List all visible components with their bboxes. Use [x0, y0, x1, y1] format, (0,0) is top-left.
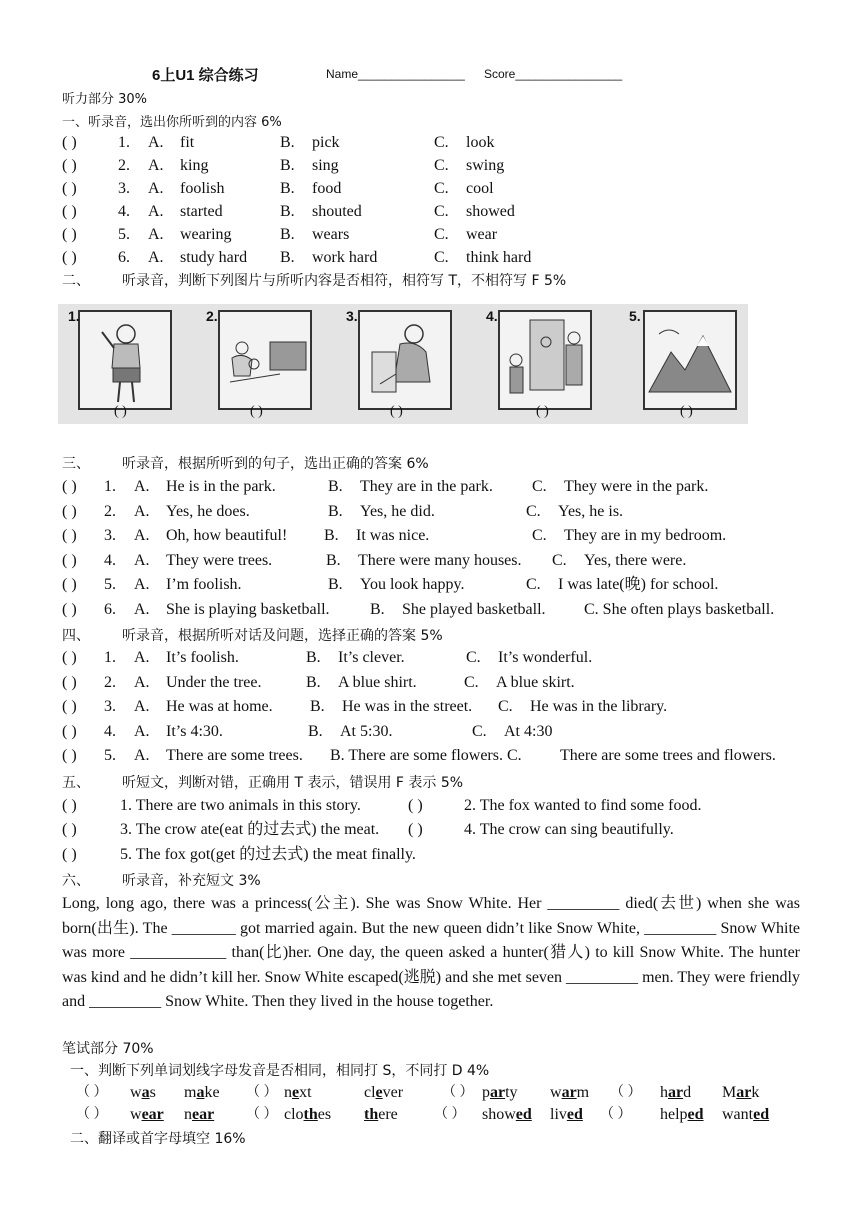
option-c: Yes, there were. [584, 551, 687, 569]
phonics-row-2 [62, 1104, 802, 1126]
s5-heading-num: 五、 [62, 775, 90, 791]
option-c-letter: C. [472, 722, 487, 740]
phonics-word [660, 1082, 691, 1104]
answer-bracket[interactable]: （ ） [76, 1107, 108, 1122]
statement: 5. The fox got(get 的过去式) the meat finally. [120, 846, 416, 863]
statement: 3. The crow ate(eat 的过去式) the meat. [120, 821, 380, 838]
option-a-letter: A. [134, 649, 150, 666]
picture-answer-2[interactable]: ( ) [250, 404, 263, 419]
picture-answer-4[interactable]: ( ) [536, 404, 549, 419]
word-suffix: ver [382, 1084, 404, 1101]
word-prefix: n [184, 1106, 192, 1123]
question-number: 6. [104, 600, 116, 618]
phonics-word [184, 1104, 214, 1126]
underlined-letters: th [303, 1106, 318, 1123]
answer-bracket[interactable]: ( ) [62, 203, 77, 220]
option-a: Under the tree. [166, 673, 262, 691]
word-suffix: s [149, 1084, 156, 1101]
option-a-letter: A. [134, 600, 150, 618]
option-b: food [312, 180, 342, 197]
statement: 2. The fox wanted to find some food. [464, 797, 702, 814]
option-a: Oh, how beautiful! [166, 527, 288, 544]
underlined-letters: e [375, 1084, 383, 1101]
answer-bracket[interactable]: ( ) [62, 747, 77, 764]
option-b: They are in the park. [360, 478, 493, 495]
written-section-label: 笔试部分 70% [62, 1041, 154, 1057]
option-b: It was nice. [356, 527, 430, 544]
answer-bracket[interactable]: ( ) [62, 478, 77, 495]
score-field: Score________________ [484, 67, 623, 81]
word-prefix: help [660, 1106, 688, 1123]
s1-question-row [62, 155, 802, 177]
option-b-letter: B. [280, 134, 295, 151]
word-suffix: ere [378, 1106, 398, 1123]
phonics-word [130, 1104, 164, 1126]
word-suffix: xt [299, 1084, 312, 1101]
s3-question-row [62, 574, 802, 596]
option-c: They were in the park. [564, 478, 709, 495]
question-number: 4. [118, 203, 130, 220]
option-a-letter: A. [148, 134, 164, 151]
word-suffix: d [683, 1084, 692, 1101]
s3-question-row [62, 476, 802, 498]
option-b: shouted [312, 203, 362, 220]
picture-answer-5[interactable]: ( ) [680, 404, 693, 419]
option-a: It’s 4:30. [166, 722, 223, 740]
picture-2 [206, 308, 312, 410]
picture-4 [486, 308, 592, 410]
option-a-letter: A. [134, 576, 150, 593]
option-b-letter: B. [370, 600, 385, 618]
answer-bracket[interactable]: ( ) [62, 551, 77, 569]
phonics-word [130, 1082, 156, 1104]
option-c-letter: C. [434, 249, 449, 266]
underlined-letters: a [141, 1084, 150, 1101]
word-prefix: cl [364, 1084, 376, 1101]
mountains-illustration [645, 312, 735, 408]
word-prefix: m [184, 1084, 197, 1101]
option-b-letter: B. [280, 157, 295, 174]
option-b: At 5:30. [340, 722, 393, 740]
option-a: started [180, 203, 223, 220]
phonics-row-1 [62, 1082, 802, 1104]
answer-bracket[interactable]: ( ) [62, 226, 77, 243]
option-a: king [180, 157, 209, 174]
answer-bracket[interactable]: ( ) [62, 649, 77, 666]
s1-question-row [62, 201, 802, 223]
option-a: wearing [180, 226, 232, 243]
s4-question-row [62, 672, 802, 694]
answer-bracket[interactable]: ( ) [62, 527, 77, 544]
option-a-letter: A. [148, 249, 164, 266]
cloze-passage: Long, long ago, there was a princess(公主). She was Snow White. Her _________ died(去世) when she was born(出生). The ________ got married again. But the new queen didn’t like Snow White, _________ Snow White was more ____________ than(比)her. One day, the queen asked a hunter(猎人) to kill Snow White. The hunter was kind and he didn’t kill her. Snow White escaped(逃脱) and she met seven _________ men. They were friendly and _________ Snow White. Then they lived in the house together. [62, 895, 800, 1010]
answer-bracket[interactable]: ( ) [62, 502, 77, 520]
option-a-letter: A. [148, 180, 164, 197]
written-p1-heading: 一、判断下列单词划线字母发音是否相同，相同打 S，不同打 D 4% [70, 1063, 490, 1079]
option-b-letter: B. [306, 673, 321, 691]
option-a: foolish [180, 180, 225, 197]
s4-heading: 听录音，根据所听对话及问题，选择正确的答案 5% [122, 628, 443, 644]
option-b-letter: B. [324, 527, 339, 544]
option-a-letter: A. [134, 698, 150, 715]
option-c: cool [466, 180, 494, 197]
s1-heading: 一、听录音，选出你所听到的内容 6% [62, 115, 282, 130]
option-b: He was in the street. [342, 698, 473, 715]
s3-question-row [62, 550, 802, 572]
s1-question-row [62, 132, 802, 154]
phonics-word [364, 1104, 398, 1126]
underlined-letters: ed [515, 1106, 532, 1123]
option-c: There are some trees and flowers. [560, 747, 776, 764]
option-c-letter: C. [532, 478, 547, 495]
word-suffix: ty [505, 1084, 518, 1101]
option-c: C. She often plays basketball. [584, 600, 775, 618]
option-b-letter: B. [328, 502, 343, 520]
answer-bracket[interactable]: （ ） [442, 1085, 474, 1100]
option-c-letter: C. [526, 576, 541, 593]
answer-bracket[interactable]: ( ) [62, 797, 77, 814]
option-a-letter: A. [148, 226, 164, 243]
option-a-letter: A. [148, 203, 164, 220]
phonics-word [550, 1104, 583, 1126]
phonics-word [722, 1082, 759, 1104]
written-p2-heading: 二、翻译或首字母填空 16% [70, 1131, 246, 1147]
option-c-letter: C. [434, 226, 449, 243]
option-a: Yes, he does. [166, 502, 250, 520]
option-a: study hard [180, 249, 248, 266]
answer-bracket[interactable]: ( ) [62, 600, 77, 618]
phonics-word [660, 1104, 704, 1126]
s4-question-row [62, 647, 802, 669]
kilt-man-illustration [80, 312, 170, 408]
option-c: It’s wonderful. [498, 649, 593, 666]
question-number: 4. [104, 551, 116, 569]
question-number: 5. [104, 747, 116, 764]
option-a-letter: A. [134, 747, 150, 764]
picture-number: 3. [346, 308, 358, 324]
phonics-word [550, 1082, 589, 1104]
s1-question-row [62, 178, 802, 200]
option-c: swing [466, 157, 505, 174]
phonics-word [482, 1082, 518, 1104]
word-prefix: w [550, 1084, 562, 1101]
word-prefix: p [482, 1084, 490, 1101]
option-b-letter: B. [308, 722, 323, 740]
option-b-letter: B. [280, 180, 295, 197]
s2-heading-num: 二、 [62, 273, 90, 289]
worksheet-title: 6上U1 综合练习 [152, 67, 259, 84]
picture-answer-3[interactable]: ( ) [390, 404, 403, 419]
s4-question-row [62, 721, 802, 743]
word-suffix: k [751, 1084, 760, 1101]
question-number: 1. [118, 134, 130, 151]
s3-heading: 听录音，根据所听到的句子，选出正确的答案 6% [122, 456, 429, 472]
underlined-letters: e [292, 1084, 300, 1101]
option-c: think hard [466, 249, 532, 266]
word-suffix: m [576, 1084, 590, 1101]
answer-bracket[interactable]: （ ） [434, 1107, 466, 1122]
option-c: wear [466, 226, 498, 243]
answer-bracket[interactable]: ( ) [62, 180, 77, 197]
answer-bracket[interactable]: （ ） [76, 1085, 108, 1100]
option-a-letter: A. [134, 551, 150, 569]
answer-bracket[interactable]: ( ) [408, 797, 423, 814]
picture-number: 2. [206, 308, 218, 324]
question-number: 1. [104, 478, 116, 495]
family-door-illustration [500, 312, 590, 408]
question-number: 5. [104, 576, 116, 593]
option-a-letter: A. [148, 157, 164, 174]
option-c-letter: C. [552, 551, 567, 569]
word-prefix: show [482, 1106, 516, 1123]
word-prefix: h [660, 1084, 668, 1101]
name-field: Name________________ [326, 67, 465, 81]
word-prefix: liv [550, 1106, 567, 1123]
picture-1 [68, 308, 172, 410]
option-c-letter: C. [532, 527, 547, 544]
question-number: 3. [118, 180, 130, 197]
phonics-word [364, 1082, 403, 1104]
option-b: She played basketball. [402, 600, 546, 618]
option-c-letter: C. [498, 698, 513, 715]
option-a: He was at home. [166, 698, 273, 715]
answer-bracket[interactable]: ( ) [62, 249, 77, 266]
option-b-letter: B. [326, 551, 341, 569]
option-a: I’m foolish. [166, 576, 242, 593]
option-b: B. There are some flowers. C. [330, 747, 522, 764]
statement: 1. There are two animals in this story. [120, 797, 361, 814]
answer-bracket[interactable]: （ ） [246, 1085, 278, 1100]
tv-watching-illustration [220, 312, 310, 408]
word-prefix: M [722, 1084, 737, 1101]
option-b-letter: B. [280, 226, 295, 243]
picture-number: 1. [68, 308, 80, 324]
option-c-letter: C. [434, 180, 449, 197]
option-c: They are in my bedroom. [564, 527, 727, 544]
s1-question-row [62, 224, 802, 246]
word-prefix: w [130, 1084, 142, 1101]
option-c: look [466, 134, 495, 151]
option-b-letter: B. [280, 249, 295, 266]
option-a-letter: A. [134, 502, 150, 520]
underlined-letters: ear [192, 1106, 215, 1123]
word-prefix: want [722, 1106, 754, 1123]
phonics-word [184, 1082, 220, 1104]
word-suffix: ke [204, 1084, 220, 1101]
word-prefix: n [284, 1084, 292, 1101]
option-b: work hard [312, 249, 378, 266]
s2-heading: 听录音，判断下列图片与所听内容是否相符，相符写 T，不相符写 F 5% [122, 273, 567, 289]
option-c: He was in the library. [530, 698, 668, 715]
word-suffix: es [317, 1106, 332, 1123]
picture-number: 4. [486, 308, 498, 324]
s6-heading-num: 六、 [62, 873, 90, 889]
answer-bracket[interactable]: （ ） [246, 1107, 278, 1122]
s5-heading: 听短文，判断对错，正确用 T 表示，错误用 F 表示 5% [122, 775, 464, 791]
option-c: Yes, he is. [558, 502, 624, 520]
underlined-letters: ed [753, 1106, 770, 1123]
s3-question-row [62, 525, 802, 547]
word-prefix: w [130, 1106, 142, 1123]
answer-bracket[interactable]: ( ) [62, 722, 77, 740]
underlined-letters: a [196, 1084, 205, 1101]
underlined-letters: ed [566, 1106, 583, 1123]
option-a-letter: A. [134, 722, 150, 740]
s6-heading: 听录音，补充短文 3% [122, 873, 261, 889]
option-b: sing [312, 157, 339, 174]
s4-question-row [62, 696, 802, 718]
question-number: 2. [104, 502, 116, 520]
option-c-letter: C. [434, 134, 449, 151]
option-b-letter: B. [306, 649, 321, 666]
option-b: pick [312, 134, 340, 151]
option-b-letter: B. [280, 203, 295, 220]
option-b-letter: B. [328, 478, 343, 495]
option-c: A blue skirt. [496, 673, 575, 691]
option-a: fit [180, 134, 195, 151]
underlined-letters: ar [736, 1084, 752, 1101]
phonics-word [482, 1104, 532, 1126]
answer-bracket[interactable]: ( ) [62, 698, 77, 715]
answer-bracket[interactable]: ( ) [62, 673, 77, 691]
underlined-letters: ear [141, 1106, 164, 1123]
option-c-letter: C. [526, 502, 541, 520]
option-a-letter: A. [134, 527, 150, 544]
picture-5 [629, 308, 737, 410]
option-c-letter: C. [434, 157, 449, 174]
answer-bracket[interactable]: ( ) [62, 821, 77, 838]
statement: 4. The crow can sing beautifully. [464, 821, 674, 838]
s1-question-row [62, 247, 802, 269]
option-b: It’s clever. [338, 649, 405, 666]
underlined-letters: ar [561, 1084, 577, 1101]
question-number: 2. [104, 673, 116, 691]
underlined-letters: ed [687, 1106, 704, 1123]
option-a: There are some trees. [166, 747, 303, 764]
phonics-word [284, 1104, 331, 1126]
answer-bracket[interactable]: （ ） [610, 1085, 642, 1100]
option-c: I was late(晚) for school. [558, 576, 719, 593]
answer-bracket[interactable]: ( ) [62, 134, 77, 151]
option-c: showed [466, 203, 515, 220]
option-c-letter: C. [434, 203, 449, 220]
answer-bracket[interactable]: ( ) [62, 576, 77, 593]
s5-row-1 [62, 795, 802, 817]
option-c: At 4:30 [504, 722, 553, 740]
phonics-word [722, 1104, 769, 1126]
question-number: 5. [118, 226, 130, 243]
option-a-letter: A. [134, 478, 150, 495]
s3-question-row [62, 501, 802, 523]
question-number: 6. [118, 249, 130, 266]
option-a: They were trees. [166, 551, 273, 569]
underlined-letters: ar [668, 1084, 684, 1101]
picture-answer-1[interactable]: ( ) [114, 404, 127, 419]
question-number: 2. [118, 157, 130, 174]
s3-question-row [62, 599, 802, 621]
option-b: wears [312, 226, 350, 243]
option-b: You look happy. [360, 576, 465, 593]
phonics-word [284, 1082, 312, 1104]
question-number: 3. [104, 527, 116, 544]
option-a: He is in the park. [166, 478, 276, 495]
option-a: She is playing basketball. [166, 600, 330, 618]
underlined-letters: th [364, 1106, 379, 1123]
answer-bracket[interactable]: ( ) [62, 157, 77, 174]
option-a: It’s foolish. [166, 649, 239, 666]
option-b-letter: B. [328, 576, 343, 593]
sewing-woman-illustration [360, 312, 450, 408]
option-b: A blue shirt. [338, 673, 417, 691]
option-b-letter: B. [310, 698, 325, 715]
underlined-letters: ar [490, 1084, 506, 1101]
answer-bracket[interactable]: ( ) [408, 821, 423, 838]
option-b: There were many houses. [358, 551, 522, 569]
word-prefix: clo [284, 1106, 304, 1123]
answer-bracket[interactable]: （ ） [600, 1107, 632, 1122]
picture-strip [58, 304, 748, 424]
question-number: 3. [104, 698, 116, 715]
option-b: Yes, he did. [360, 502, 435, 520]
question-number: 4. [104, 722, 116, 740]
picture-number: 5. [629, 308, 641, 324]
s5-row-2 [62, 819, 802, 841]
s3-heading-num: 三、 [62, 456, 90, 472]
question-number: 1. [104, 649, 116, 666]
option-a-letter: A. [134, 673, 150, 691]
s4-question-row [62, 745, 802, 767]
answer-bracket[interactable]: ( ) [62, 846, 77, 863]
listening-section-label: 听力部分 30% [62, 92, 148, 107]
s4-heading-num: 四、 [62, 628, 90, 644]
picture-3 [346, 308, 452, 410]
option-c-letter: C. [466, 649, 481, 666]
option-c-letter: C. [464, 673, 479, 691]
s5-row-3 [62, 844, 802, 866]
